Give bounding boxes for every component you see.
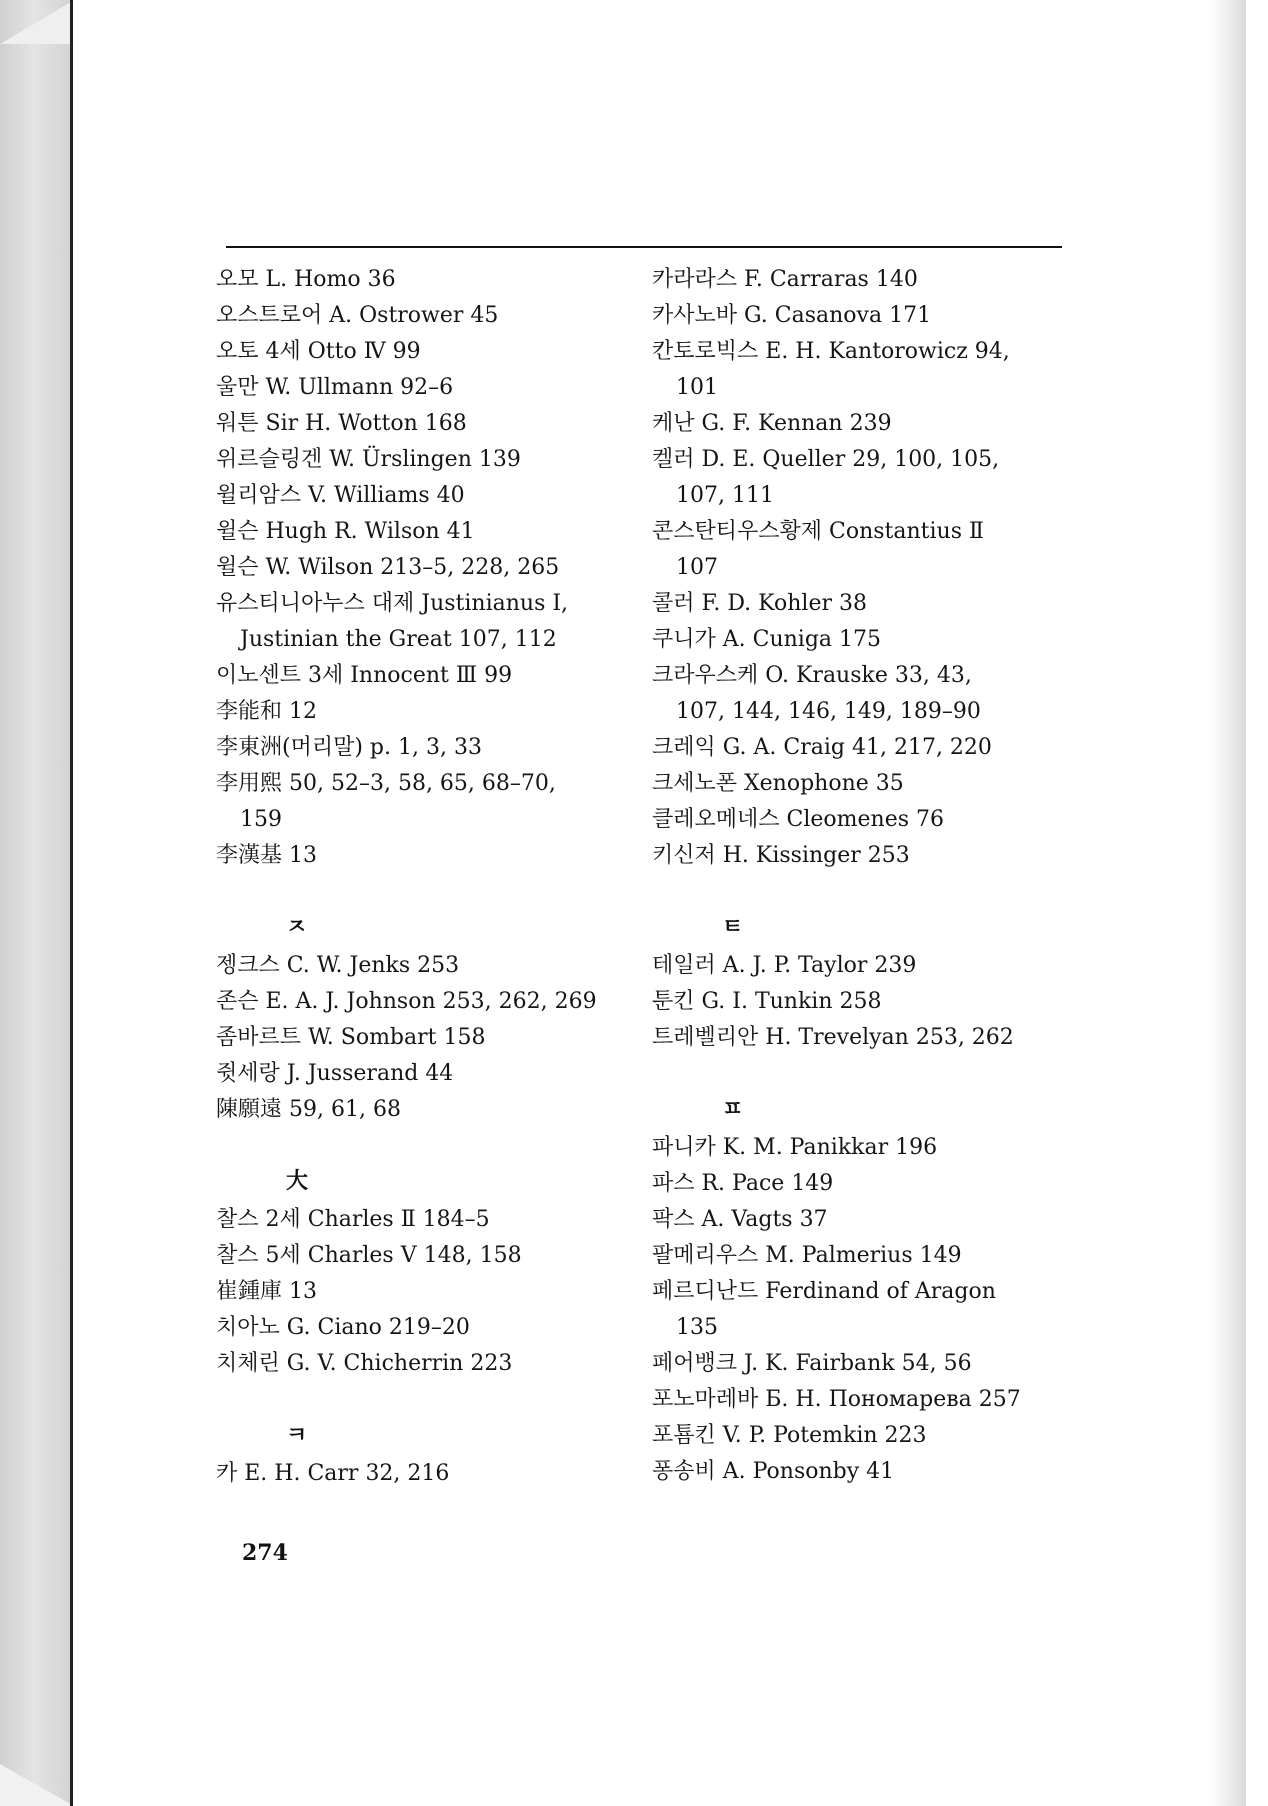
section-letter-heading: ㅋ (286, 1423, 308, 1448)
index-entry: 크라우스케 O. Krauske 33, 43, (652, 663, 972, 688)
section-gap (216, 1382, 636, 1416)
index-entry: 테일러 A. J. P. Taylor 239 (652, 953, 917, 978)
index-entry: 오모 L. Homo 36 (216, 267, 396, 292)
section-gap (216, 1128, 636, 1162)
index-entry: 카 E. H. Carr 32, 216 (216, 1461, 450, 1486)
section-letter-heading: ㅌ (722, 915, 744, 940)
index-entry: 쥣세랑 J. Jusserand 44 (216, 1061, 454, 1086)
page-edge-shadow (1210, 0, 1246, 1806)
index-entry: 파스 R. Pace 149 (652, 1171, 834, 1196)
index-entry: 윌리암스 V. Williams 40 (216, 483, 465, 508)
index-column-right (652, 262, 1072, 1490)
index-entry: 존슨 E. A. J. Johnson 253, 262, 269 (216, 989, 597, 1014)
index-entry: 이노센트 3세 Innocent Ⅲ 99 (216, 663, 513, 688)
index-entry: 워튼 Sir H. Wotton 168 (216, 411, 467, 436)
index-entry: 치아노 G. Ciano 219–20 (216, 1315, 470, 1340)
section-gap (652, 1056, 1072, 1090)
index-entry: 좀바르트 W. Sombart 158 (216, 1025, 486, 1050)
index-entry-continuation: 107, 144, 146, 149, 189–90 (676, 699, 981, 724)
index-entry: 파니카 K. M. Panikkar 196 (652, 1135, 938, 1160)
index-entry: 카라라스 F. Carraras 140 (652, 267, 918, 292)
index-entry: 윌슨 W. Wilson 213–5, 228, 265 (216, 555, 560, 580)
index-entry-continuation: 101 (676, 375, 718, 400)
index-entry: 클레오메네스 Cleomenes 76 (652, 807, 944, 832)
index-entry: 툰킨 G. I. Tunkin 258 (652, 989, 882, 1014)
index-entry: 李漢基 13 (216, 843, 317, 868)
index-entry: 칸토로빅스 E. H. Kantorowicz 94, (652, 339, 1010, 364)
index-entry: 오스트로어 A. Ostrower 45 (216, 303, 499, 328)
index-entry-continuation: Justinian the Great 107, 112 (240, 627, 557, 652)
index-entry: 오토 4세 Otto Ⅳ 99 (216, 339, 421, 364)
index-column-left (216, 262, 636, 1492)
index-entry: 李東洲(머리말) p. 1, 3, 33 (216, 735, 482, 760)
index-entry-continuation: 107 (676, 555, 718, 580)
index-entry: 포툠킨 V. P. Potemkin 223 (652, 1423, 927, 1448)
index-entry: 크세노폰 Xenophone 35 (652, 771, 904, 796)
index-entry: 케난 G. F. Kennan 239 (652, 411, 892, 436)
index-entry: 카사노바 G. Casanova 171 (652, 303, 932, 328)
index-entry-continuation: 107, 111 (676, 483, 774, 508)
header-rule (226, 246, 1062, 248)
index-entry: 崔鍾庫 13 (216, 1279, 317, 1304)
index-entry: 켈러 D. E. Queller 29, 100, 105, (652, 447, 1000, 472)
index-entry: 젱크스 C. W. Jenks 253 (216, 953, 460, 978)
page-number: 274 (242, 1540, 288, 1566)
index-entry: 크레익 G. A. Craig 41, 217, 220 (652, 735, 992, 760)
section-letter-heading: ㅈ (286, 915, 308, 940)
index-entry: 陳願遠 59, 61, 68 (216, 1097, 401, 1122)
section-letter-heading: ㅍ (722, 1097, 744, 1122)
index-entry: 포노마레바 Б. Н. Пономарева 257 (652, 1387, 1021, 1412)
index-entry: 유스티니아누스 대제 Justinianus Ⅰ, (216, 591, 569, 616)
section-letter-heading: 大 (286, 1169, 309, 1194)
index-entry: 페어뱅크 J. K. Fairbank 54, 56 (652, 1351, 972, 1376)
index-entry: 퐁송비 A. Ponsonby 41 (652, 1459, 895, 1484)
index-entry: 위르슬링겐 W. Ürslingen 139 (216, 447, 521, 472)
index-entry: 울만 W. Ullmann 92–6 (216, 375, 454, 400)
index-entry: 콜러 F. D. Kohler 38 (652, 591, 867, 616)
index-entry: 페르디난드 Ferdinand of Aragon (652, 1279, 996, 1304)
index-entry: 키신저 H. Kissinger 253 (652, 843, 910, 868)
index-entry-continuation: 159 (240, 807, 282, 832)
index-entry: 치체린 G. V. Chicherrin 223 (216, 1351, 513, 1376)
index-entry-continuation: 135 (676, 1315, 718, 1340)
index-entry: 찰스 5세 Charles Ⅴ 148, 158 (216, 1243, 522, 1268)
section-gap (652, 874, 1072, 908)
index-entry: 콘스탄티우스황제 Constantius Ⅱ (652, 519, 984, 544)
index-entry: 팍스 A. Vagts 37 (652, 1207, 828, 1232)
index-entry: 찰스 2세 Charles Ⅱ 184–5 (216, 1207, 490, 1232)
section-gap (216, 874, 636, 908)
index-entry: 트레벨리안 H. Trevelyan 253, 262 (652, 1025, 1014, 1050)
index-entry: 李用熙 50, 52–3, 58, 65, 68–70, (216, 771, 556, 796)
index-entry: 윌슨 Hugh R. Wilson 41 (216, 519, 475, 544)
index-entry: 쿠니가 A. Cuniga 175 (652, 627, 882, 652)
index-entry: 팔메리우스 M. Palmerius 149 (652, 1243, 962, 1268)
book-spine (0, 0, 74, 1806)
index-entry: 李能和 12 (216, 699, 317, 724)
